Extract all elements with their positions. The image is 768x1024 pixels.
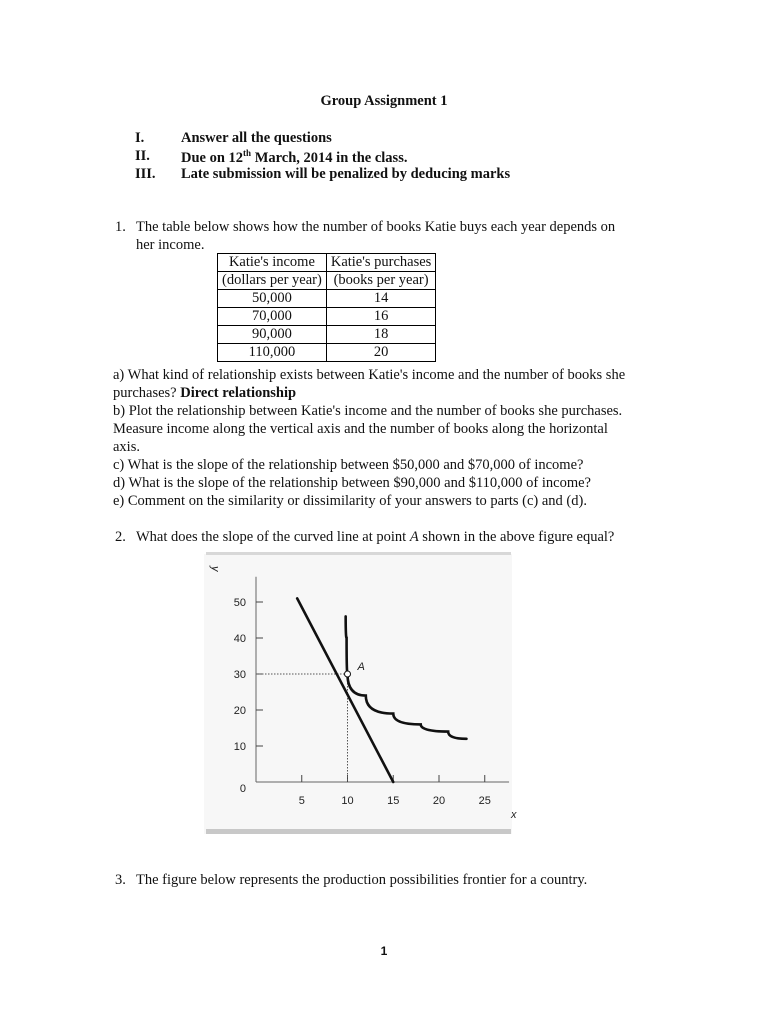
q1-text-line2: her income.	[136, 237, 205, 253]
table-cell: 70,000	[218, 308, 327, 326]
y-tick-label: 20	[233, 705, 246, 717]
instruction-number: I.	[135, 130, 145, 146]
origin-label: 0	[239, 783, 246, 795]
y-tick-label: 50	[233, 597, 246, 609]
q1-part-b-line3: axis.	[113, 439, 140, 455]
point-a-reference: A	[409, 529, 419, 545]
instruction-number: III.	[135, 166, 156, 182]
books-table	[217, 253, 436, 362]
y-tick-label: 30	[233, 669, 246, 681]
superscript: th	[243, 148, 252, 158]
point-a-label: A	[357, 661, 365, 673]
y-tick-label: 10	[233, 741, 246, 753]
instruction-text: Due on 12th March, 2014 in the class.	[181, 148, 408, 166]
table-row	[218, 344, 436, 362]
instruction-number: II.	[135, 148, 150, 164]
chart-series	[256, 598, 466, 782]
q1-part-c: c) What is the slope of the relationship between $50,000 and $70,000 of income?	[113, 457, 584, 473]
q1-number: 1.	[115, 219, 126, 235]
table-header-row	[218, 272, 436, 290]
table-header-cell: (books per year)	[326, 272, 435, 290]
q1-part-a-line2: purchases? Direct relationship	[113, 385, 297, 401]
instruction-text: Answer all the questions	[181, 130, 332, 146]
q2-text: What does the slope of the curved line at point A shown in the above figure equal?	[136, 529, 615, 545]
q1-part-a-answer: Direct relationship	[180, 385, 297, 401]
table-header-cell: (dollars per year)	[218, 272, 327, 290]
table-header-cell: Katie's purchases	[326, 254, 435, 272]
page-number: 1	[380, 944, 388, 958]
table-cell: 18	[326, 326, 435, 344]
q1-part-b-line1: b) Plot the relationship between Katie's income and the number of books she purchases.	[113, 403, 623, 419]
q1-part-e: e) Comment on the similarity or dissimilarity of your answers to parts (c) and (d).	[113, 493, 587, 509]
instruction-text: Late submission will be penalized by deducing marks	[181, 166, 511, 182]
q1-text-line1: The table below shows how the number of books Katie buys each year depends on	[136, 219, 616, 235]
curved-line-series	[346, 616, 467, 738]
chart-labels	[209, 565, 517, 821]
table-cell: 110,000	[218, 344, 327, 362]
table-cell: 90,000	[218, 326, 327, 344]
table-header-row	[218, 254, 436, 272]
slope-chart	[204, 554, 517, 834]
table-row	[218, 290, 436, 308]
x-tick-label: 10	[341, 795, 354, 807]
table-header-cell: Katie's income	[218, 254, 327, 272]
q1-part-d: d) What is the slope of the relationship between $90,000 and $110,000 of income?	[113, 475, 591, 491]
point-a-marker	[345, 671, 351, 677]
x-axis-label: x	[511, 809, 517, 821]
q1-part-a-line1: a) What kind of relationship exists between Katie's income and the number of books she	[113, 367, 626, 383]
x-tick-label: 5	[298, 795, 305, 807]
y-axis-label: y	[209, 566, 221, 572]
x-tick-label: 25	[478, 795, 491, 807]
table-cell: 50,000	[218, 290, 327, 308]
table-cell: 14	[326, 290, 435, 308]
table-row	[218, 308, 436, 326]
x-tick-label: 20	[432, 795, 446, 807]
assignment-title: Group Assignment 1	[320, 93, 448, 109]
y-tick-label: 40	[233, 633, 246, 645]
chart-axes	[256, 577, 509, 782]
table-row	[218, 326, 436, 344]
x-tick-label: 15	[387, 795, 400, 807]
table-cell: 20	[326, 344, 435, 362]
q1-part-b-line2: Measure income along the vertical axis and the number of books along the horizontal	[113, 421, 608, 437]
table-cell: 16	[326, 308, 435, 326]
q3-text: The figure below represents the production possibilities frontier for a country.	[136, 872, 588, 888]
q2-number: 2.	[115, 529, 126, 545]
q3-number: 3.	[115, 872, 126, 888]
